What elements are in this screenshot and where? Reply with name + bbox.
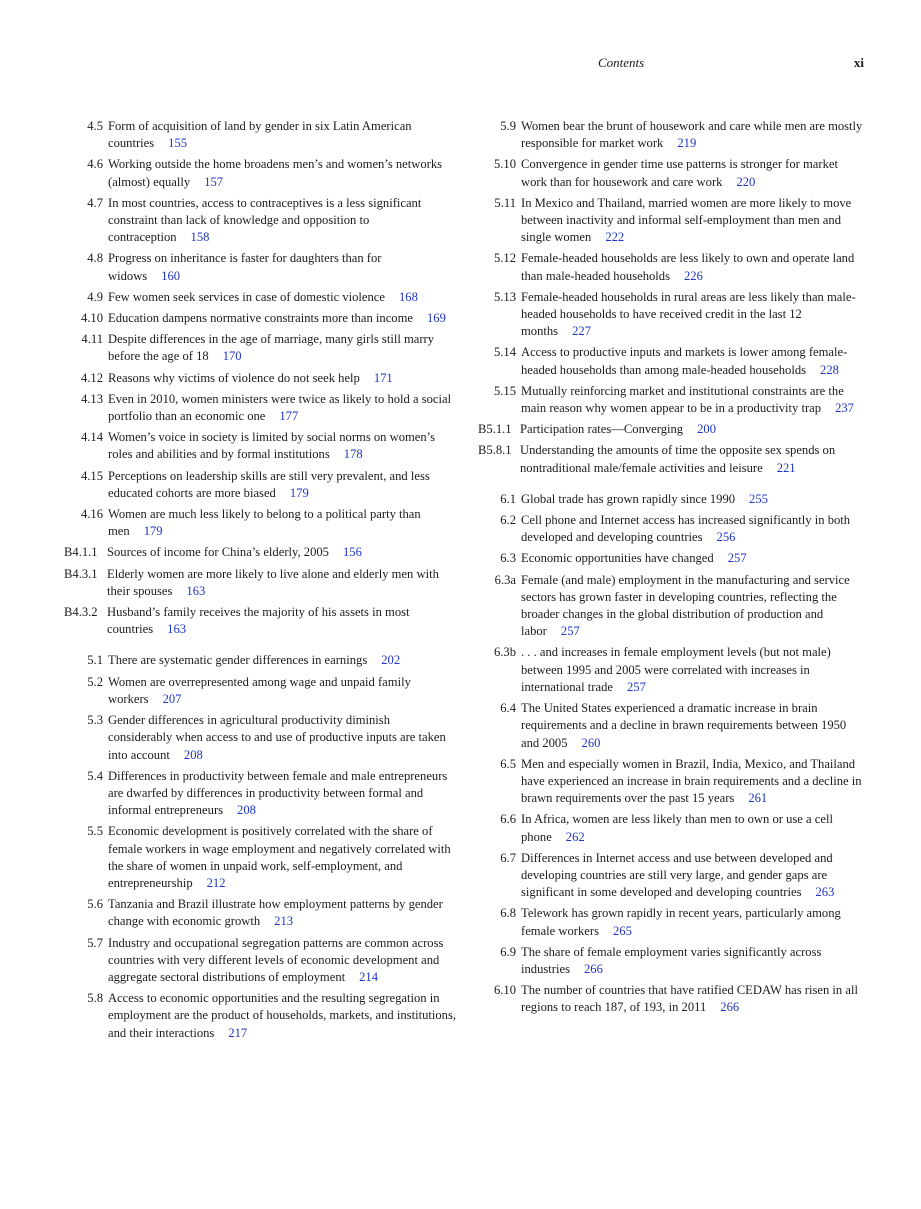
entry-title xyxy=(108,429,456,463)
entry-page-link[interactable]: 208 xyxy=(183,747,203,762)
entry-page-link[interactable]: 169 xyxy=(426,311,446,326)
entry-title xyxy=(521,572,864,641)
entry-number: 6.5 xyxy=(500,756,516,771)
entry-title xyxy=(108,118,456,152)
entry-title-text: Female-headed households in rural areas are less likely than male-headed households to have received credit in the last 12 months xyxy=(521,289,856,339)
entry-number: 6.3b xyxy=(493,645,516,660)
entry-title-text: Mutually reinforcing market and institutional constraints are the main reason why women appear to be in a productivity trap xyxy=(521,383,844,416)
entry-page-link[interactable]: 208 xyxy=(237,803,256,818)
entry-page-link[interactable]: 200 xyxy=(697,422,716,437)
entry-title-text: Despite differences in the age of marriage, many girls still marry before the age of 18 xyxy=(108,332,435,364)
entry-title xyxy=(108,674,456,708)
contents-entry[interactable] xyxy=(478,512,864,546)
entry-title xyxy=(521,550,864,567)
entry-number: 6.9 xyxy=(500,944,516,959)
entry-number: B5.1.1 xyxy=(478,422,512,437)
entry-title-text: Even in 2010, women ministers were twice as likely to hold a social portfolio than an economic one xyxy=(108,391,452,424)
entry-number: 5.10 xyxy=(493,157,516,172)
entry-page-link[interactable]: 213 xyxy=(274,914,294,929)
contents-entry[interactable] xyxy=(64,935,456,987)
entry-title xyxy=(108,310,456,327)
entry-title xyxy=(521,811,864,845)
contents-entry[interactable] xyxy=(64,566,456,600)
section-gap xyxy=(478,481,864,491)
entry-number: 4.6 xyxy=(87,157,103,172)
entry-title xyxy=(521,944,864,978)
contents-entry[interactable] xyxy=(478,644,864,696)
entry-page-link[interactable]: 157 xyxy=(204,174,224,189)
entry-number: 5.1 xyxy=(87,653,103,668)
entry-page-link[interactable]: 207 xyxy=(162,691,182,706)
entry-page-link[interactable]: 221 xyxy=(776,460,796,475)
entry-page-link[interactable]: 217 xyxy=(228,1025,248,1040)
contents-entry[interactable] xyxy=(478,383,864,417)
entry-title xyxy=(521,118,864,152)
entry-number: 5.8 xyxy=(87,991,103,1006)
entry-page-link[interactable]: 256 xyxy=(716,530,736,545)
contents-entry[interactable] xyxy=(64,712,456,764)
contents-entry[interactable] xyxy=(64,544,456,561)
contents-entry[interactable] xyxy=(64,506,456,540)
contents-column-left xyxy=(64,118,456,1046)
entry-title-text: Working outside the home broadens men’s and women’s networks (almost) equally xyxy=(108,157,443,189)
contents-entry[interactable] xyxy=(64,896,456,930)
entry-title-text: Global trade has grown rapidly since 1990 xyxy=(521,491,736,506)
entry-title xyxy=(108,652,456,669)
entry-title-text: The United States experienced a dramatic increase in brain requirements and a decline in brawn requirements between 1950 and 2005 xyxy=(521,701,847,750)
contents-entry[interactable] xyxy=(64,674,456,708)
entry-page-link[interactable]: 262 xyxy=(565,829,585,844)
contents-entry[interactable] xyxy=(478,118,864,152)
entry-page-link[interactable]: 178 xyxy=(343,447,363,462)
entry-number: 5.5 xyxy=(87,824,103,839)
entry-number: 5.6 xyxy=(87,897,103,912)
entry-title-text: Husband’s family receives the majority of his assets in most countries xyxy=(107,605,410,637)
contents-entry[interactable] xyxy=(478,850,864,902)
entry-title-text: Economic development is positively correlated with the share of female workers in wage employment and negatively correlated with the share of women in unpaid work, self-employment, and entrepreneurship xyxy=(108,824,451,890)
contents-entry[interactable] xyxy=(478,982,864,1016)
entry-title xyxy=(108,468,456,502)
entry-number: 4.14 xyxy=(80,430,103,445)
entry-title-text: Differences in Internet access and use between developed and developing countries are still very large, and gender gaps are significant in some developed and developing countries xyxy=(521,850,833,900)
contents-entry[interactable] xyxy=(64,118,456,152)
entry-title-text: Elderly women are more likely to live alone and elderly men with their spouses xyxy=(107,566,439,598)
entry-number: 4.11 xyxy=(81,332,103,347)
entry-number: 6.6 xyxy=(500,812,516,827)
entry-number: 4.9 xyxy=(87,289,103,304)
entry-page-link[interactable]: 237 xyxy=(835,401,854,416)
entry-title-text: Cell phone and Internet access has increased significantly in both developed and developing countries xyxy=(521,513,851,545)
entry-title xyxy=(108,370,456,387)
entry-title-text: There are systematic gender differences in earnings xyxy=(108,653,368,668)
entry-title-text: Sources of income for China’s elderly, 2005 xyxy=(107,545,329,560)
entry-title-text: Economic opportunities have changed xyxy=(521,551,714,566)
entry-page-link[interactable]: 170 xyxy=(222,349,242,364)
entry-number: 4.10 xyxy=(80,311,103,326)
entry-number: 5.2 xyxy=(87,674,103,689)
entry-number: 6.1 xyxy=(500,491,516,506)
contents-entry[interactable] xyxy=(478,250,864,284)
section-gap xyxy=(64,642,456,652)
entry-number: 6.3a xyxy=(494,572,516,587)
contents-entry[interactable] xyxy=(64,156,456,190)
entry-title-text: Gender differences in agricultural productivity diminish considerably when access to and use of productive inputs are taken into account xyxy=(108,713,446,762)
entry-page-link[interactable]: 156 xyxy=(342,545,362,560)
entry-title xyxy=(108,506,456,540)
entry-title xyxy=(521,982,864,1016)
entry-title-text: The share of female employment varies significantly across industries xyxy=(521,944,822,976)
entry-title-text: Perceptions on leadership skills are still very prevalent, and less educated cohorts are more biased xyxy=(108,468,430,500)
entry-number: 5.4 xyxy=(87,768,103,783)
entry-page-link[interactable]: 163 xyxy=(167,622,187,637)
entry-title xyxy=(108,896,456,930)
contents-entry[interactable] xyxy=(478,756,864,808)
entry-number: 4.13 xyxy=(80,391,103,406)
entry-page-link[interactable]: 171 xyxy=(373,370,393,385)
entry-title-text: Differences in productivity between female and male entrepreneurs are dwarfed by differences in productivity between formal and informal entrepreneurs xyxy=(108,768,448,818)
entry-number: 5.15 xyxy=(493,383,516,398)
contents-entry[interactable] xyxy=(478,700,864,752)
entry-number: 6.3 xyxy=(500,551,516,566)
entry-page-link[interactable]: 158 xyxy=(190,230,210,245)
entry-title xyxy=(521,756,864,808)
entry-title xyxy=(108,289,456,306)
entry-page-link[interactable]: 257 xyxy=(626,679,646,694)
entry-number: B4.3.2 xyxy=(64,605,98,620)
entry-title xyxy=(521,195,864,247)
entry-number: B4.1.1 xyxy=(64,545,98,560)
entry-title-text: The number of countries that have ratified CEDAW has risen in all regions to reach 187, of 193, in 2011 xyxy=(521,983,858,1015)
entry-title-text: Industry and occupational segregation patterns are common across countries with very different levels of economic development and aggregate sectoral distributions of employment xyxy=(108,935,444,984)
entry-title-text: In most countries, access to contraceptives is a less significant constraint than lack of knowledge and opposition to contraception xyxy=(108,195,422,245)
entry-page-link[interactable]: 260 xyxy=(581,735,601,750)
entry-title-text: Few women seek services in case of domestic violence xyxy=(108,289,385,304)
contents-entry[interactable] xyxy=(478,811,864,845)
contents-entry[interactable] xyxy=(64,652,456,669)
entry-title xyxy=(108,990,456,1042)
contents-entry[interactable] xyxy=(64,370,456,387)
contents-entry[interactable] xyxy=(478,156,864,190)
entry-number: 4.16 xyxy=(80,507,103,522)
entry-number: 6.4 xyxy=(500,701,516,716)
entry-title-text: . . . and increases in female employment levels (but not male) between 1995 and 2005 were correlated with increases in international trade xyxy=(521,645,831,694)
contents-entry[interactable] xyxy=(64,768,456,820)
entry-title-text: Convergence in gender time use patterns is stronger for market work than for housework and care work xyxy=(521,157,838,189)
entry-number: 6.7 xyxy=(500,850,516,865)
entry-title-text: Access to economic opportunities and the resulting segregation in employment are the product of households, markets, and institutions, and their interactions xyxy=(108,991,457,1040)
entry-page-link[interactable]: 227 xyxy=(572,324,591,339)
entry-number: 4.15 xyxy=(80,468,103,483)
entry-number: 4.5 xyxy=(87,119,103,133)
entry-page-link[interactable]: 160 xyxy=(161,268,181,283)
entry-page-link[interactable]: 222 xyxy=(605,230,625,245)
contents-entry[interactable] xyxy=(64,331,456,365)
entry-title-text: Education dampens normative constraints more than income xyxy=(108,311,413,326)
entry-title xyxy=(521,850,864,902)
entry-page-link[interactable]: 265 xyxy=(612,923,632,938)
entry-number: 5.11 xyxy=(494,195,516,210)
entry-number: 5.14 xyxy=(493,345,516,360)
entry-title-text: Understanding the amounts of time the opposite sex spends on nontraditional male/female activities and leisure xyxy=(520,443,836,475)
entry-page-link[interactable]: 219 xyxy=(677,136,697,151)
entry-title-text: Women’s voice in society is limited by social norms on women’s roles and abilities and by formal institutions xyxy=(108,430,436,462)
contents-entry[interactable] xyxy=(64,823,456,892)
entry-title xyxy=(108,250,456,284)
entry-page-link[interactable]: 163 xyxy=(186,583,206,598)
entry-title xyxy=(521,383,864,417)
entry-title-text: Form of acquisition of land by gender in six Latin American countries xyxy=(108,119,412,151)
entry-number: B4.3.1 xyxy=(64,566,98,581)
entry-title xyxy=(108,391,456,425)
contents-entry[interactable] xyxy=(478,905,864,939)
entry-title xyxy=(520,442,864,476)
entry-page-link[interactable]: 266 xyxy=(583,961,603,976)
entry-page-link[interactable]: 228 xyxy=(820,362,839,377)
entry-title-text: Women are overrepresented among wage and unpaid family workers xyxy=(108,674,411,706)
entry-title xyxy=(108,156,456,190)
entry-title-text: Progress on inheritance is faster for daughters than for widows xyxy=(108,251,382,283)
entry-page-link[interactable]: 179 xyxy=(289,485,309,500)
entry-page-link[interactable]: 261 xyxy=(748,791,768,806)
entry-title xyxy=(108,935,456,987)
entry-title xyxy=(107,604,456,638)
entry-title xyxy=(521,344,864,378)
entry-number: 4.12 xyxy=(80,370,103,385)
entry-title xyxy=(107,544,456,561)
contents-entry[interactable] xyxy=(478,289,864,341)
entry-number: 5.7 xyxy=(87,935,103,950)
entry-number: 6.10 xyxy=(493,983,516,998)
contents-entry[interactable] xyxy=(64,468,456,502)
entry-title-text: Access to productive inputs and markets is lower among female-headed households than among male-headed households xyxy=(521,345,848,377)
entry-number: 5.13 xyxy=(493,289,516,304)
entry-number: 4.7 xyxy=(87,195,103,210)
entry-number: 6.8 xyxy=(500,906,516,921)
contents-entry[interactable] xyxy=(64,429,456,463)
entry-number: B5.8.1 xyxy=(478,443,512,458)
contents-entry[interactable] xyxy=(478,442,864,476)
entry-title xyxy=(108,331,456,365)
entry-number: 4.8 xyxy=(87,251,103,266)
entry-page-link[interactable]: 220 xyxy=(736,174,756,189)
entry-title xyxy=(521,289,864,341)
entry-page-link[interactable]: 155 xyxy=(168,136,188,151)
entry-title-text: In Mexico and Thailand, married women are more likely to move between inactivity and informal self-employment than men and single women xyxy=(521,195,852,245)
entry-title xyxy=(521,491,864,508)
contents-entry[interactable] xyxy=(478,344,864,378)
contents-entry[interactable] xyxy=(64,604,456,638)
entry-title-text: In Africa, women are less likely than men to own or use a cell phone xyxy=(521,812,833,844)
contents-column-right xyxy=(478,118,864,1021)
entry-title-text: Men and especially women in Brazil, India, Mexico, and Thailand have experienced an increase in brain requirements and a decline in brawn requirements over the past 15 years xyxy=(521,756,862,806)
entry-title-text: Participation rates—Converging xyxy=(520,422,684,437)
entry-page-link[interactable]: 255 xyxy=(749,491,768,506)
entry-number: 6.2 xyxy=(500,513,516,528)
entry-page-link[interactable]: 212 xyxy=(206,875,226,890)
contents-entry[interactable] xyxy=(64,289,456,306)
entry-title xyxy=(521,512,864,546)
entry-page-link[interactable]: 179 xyxy=(143,524,163,539)
entry-title-text: Women bear the brunt of housework and care while men are mostly responsible for market work xyxy=(521,119,863,151)
contents-entry[interactable] xyxy=(478,944,864,978)
contents-entry[interactable] xyxy=(478,550,864,567)
entry-title xyxy=(521,905,864,939)
entry-page-link[interactable]: 263 xyxy=(815,885,835,900)
entry-number: 5.3 xyxy=(87,713,103,728)
contents-entry[interactable] xyxy=(478,491,864,508)
entry-title-text: Reasons why victims of violence do not seek help xyxy=(108,370,360,385)
entry-title-text: Tanzania and Brazil illustrate how employment patterns by gender change with economic growth xyxy=(108,897,443,929)
running-header-title: Contents xyxy=(598,55,645,70)
entry-title xyxy=(521,644,864,696)
contents-entry[interactable] xyxy=(64,310,456,327)
entry-page-link[interactable]: 266 xyxy=(720,1000,740,1015)
entry-number: 5.9 xyxy=(500,119,516,133)
contents-entry[interactable] xyxy=(64,195,456,247)
entry-page-link[interactable]: 214 xyxy=(359,969,379,984)
contents-entry[interactable] xyxy=(478,421,864,438)
entry-page-link[interactable]: 168 xyxy=(398,289,418,304)
entry-title-text: Female (and male) employment in the manufacturing and service sectors has grown faster in developing countries, reflecting the broader changes in the global distribution of production and labor xyxy=(521,572,850,639)
entry-title-text: Female-headed households are less likely to own and operate land than male-headed households xyxy=(521,251,855,283)
entry-page-link[interactable]: 202 xyxy=(381,653,401,668)
entry-title xyxy=(107,566,456,600)
entry-title-text: Telework has grown rapidly in recent years, particularly among female workers xyxy=(521,906,841,938)
entry-title xyxy=(108,823,456,892)
entry-title xyxy=(108,768,456,820)
entry-page-link[interactable]: 177 xyxy=(279,409,299,424)
contents-entry[interactable] xyxy=(478,572,864,641)
entry-title xyxy=(520,421,864,438)
entry-page-link[interactable]: 257 xyxy=(727,551,747,566)
entry-page-link[interactable]: 257 xyxy=(560,624,580,639)
contents-entry[interactable] xyxy=(478,195,864,247)
entry-title xyxy=(108,195,456,247)
entry-title xyxy=(521,700,864,752)
entry-title xyxy=(108,712,456,764)
page-number: xi xyxy=(853,55,864,70)
contents-entry[interactable] xyxy=(64,391,456,425)
entry-number: 5.12 xyxy=(493,251,516,266)
entry-page-link[interactable]: 226 xyxy=(683,268,703,283)
entry-title xyxy=(521,250,864,284)
entry-title xyxy=(521,156,864,190)
contents-entry[interactable] xyxy=(64,250,456,284)
contents-entry[interactable] xyxy=(64,990,456,1042)
entry-title-text: Women are much less likely to belong to a political party than men xyxy=(108,507,421,539)
